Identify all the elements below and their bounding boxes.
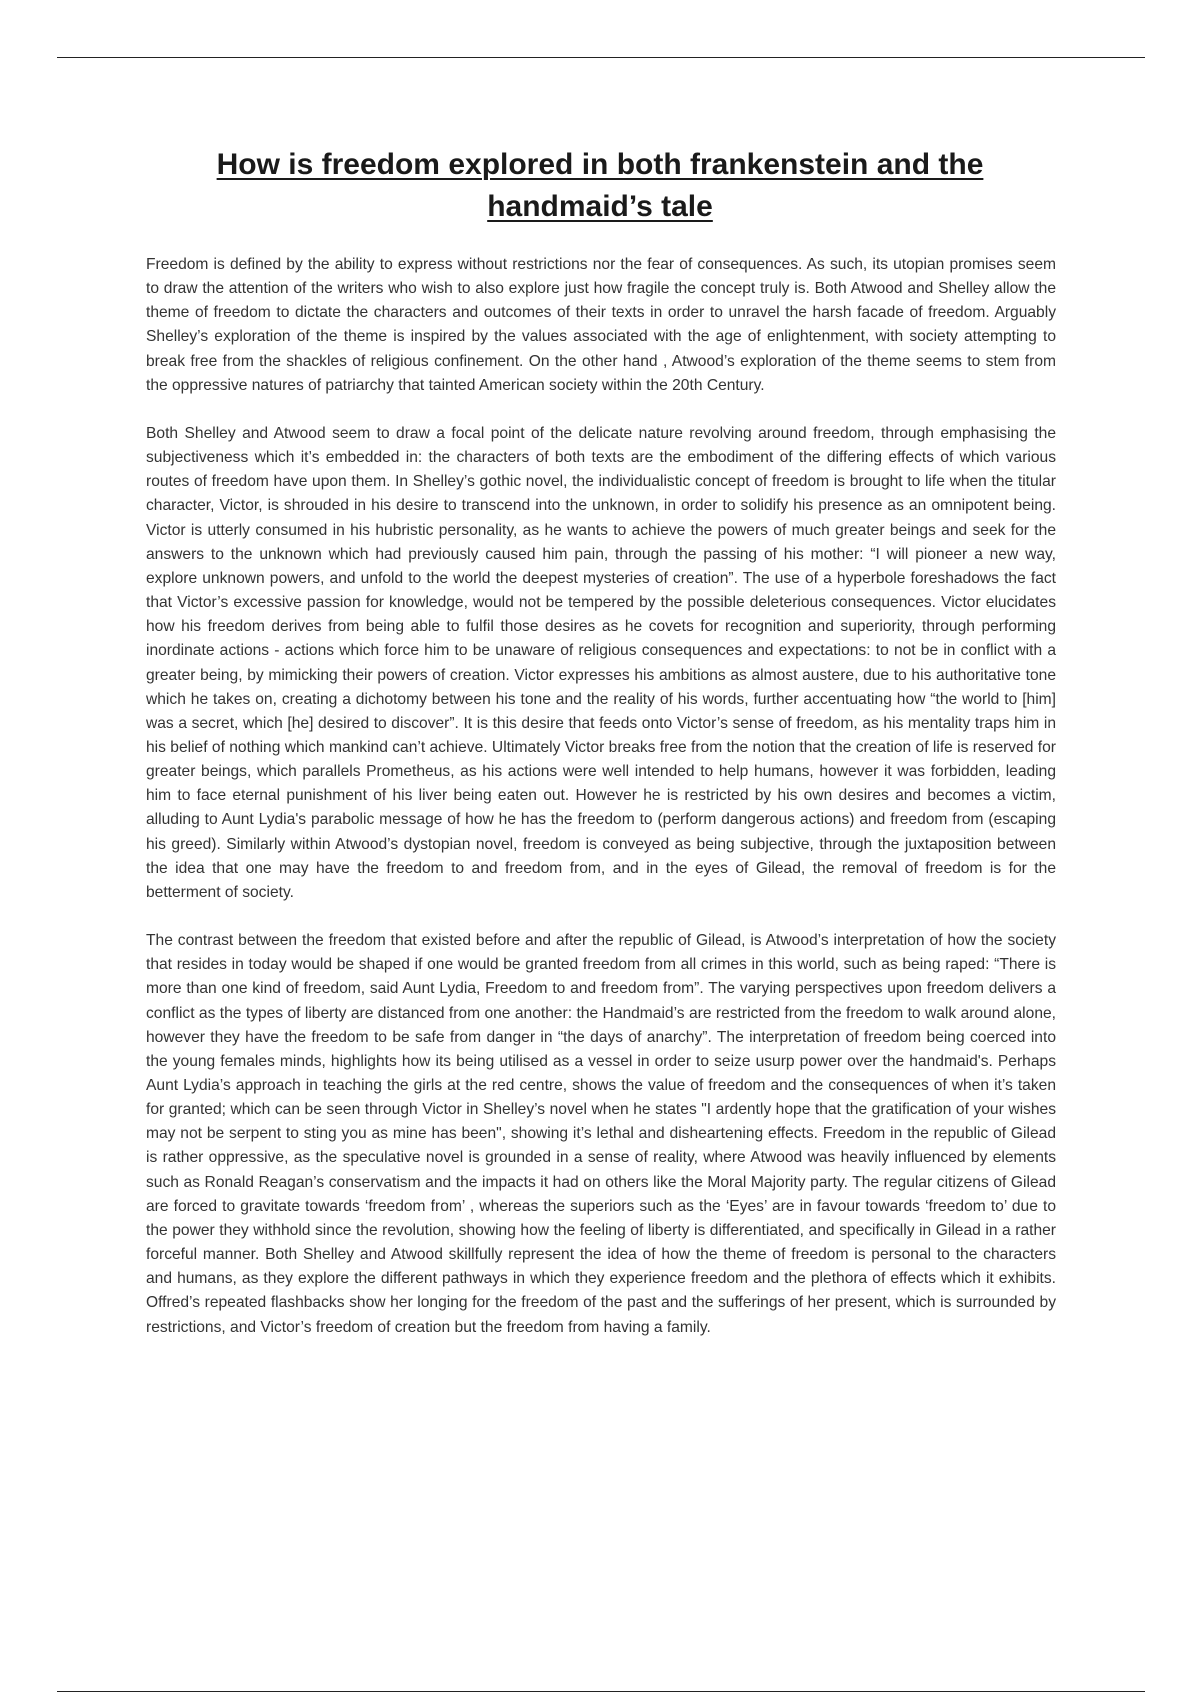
document-body <box>146 253 1056 1364</box>
bottom-rule <box>57 1691 1145 1692</box>
paragraph-introduction: Freedom is defined by the ability to express without restrictions nor the fear of consequences. As such, its utopian promises seem to draw the attention of the writers who wish to also explore just how fragile the concept truly is. Both Atwood and Shelley allow the theme of freedom to dictate the characters and outcomes of their texts in order to unravel the harsh facade of freedom. Arguably Shelley’s exploration of the theme is inspired by the values associated with the age of enlightenment, with society attempting to break free from the shackles of religious confinement. On the other hand , Atwood’s exploration of the theme seems to stem from the oppressive natures of patriarchy that tainted American society within the 20th Century. <box>146 256 1056 394</box>
document-title: How is freedom explored in both frankenstein and the handmaid’s tale <box>216 148 984 223</box>
paragraph-gilead-contrast: The contrast between the freedom that existed before and after the republic of Gilead, is Atwood’s interpretation of how the society that resides in today would be shaped if one would be granted freedom from all crimes in this world, such as being raped: “There is more than one kind of freedom, said Aunt Lydia, Freedom to and freedom from”. The varying perspectives upon freedom delivers a conflict as the types of liberty are distanced from one another: the Handmaid’s are restricted from the freedom to walk around alone, however they have the freedom to be safe from danger in “the days of anarchy”. The interpretation of freedom being coerced into the young females minds, highlights how its being utilised as a vessel in order to seize usurp power over the handmaid's. Perhaps Aunt Lydia’s approach in teaching the girls at the red centre, shows the value of freedom and the consequences of when it’s taken for granted; which can be seen through Victor in Shelley’s novel when he states "I ardently hope that the gratification of your wishes may not be serpent to sting you as mine has been", showing it’s lethal and disheartening effects. Freedom in the republic of Gilead is rather oppressive, as the speculative novel is grounded in a sense of reality, where Atwood was heavily influenced by elements such as Ronald Reagan’s conservatism and the impacts it had on others like the Moral Majority party. The regular citizens of Gilead are forced to gravitate towards ‘freedom from’ , whereas the superiors such as the ‘Eyes’ are in favour towards ‘freedom to’ due to the power they withhold since the revolution, showing how the feeling of liberty is differentiated, and specifically in Gilead in a rather forceful manner. Both Shelley and Atwood skillfully represent the idea of how the theme of freedom is personal to the characters and humans, as they explore the different pathways in which they experience freedom and the plethora of effects which it exhibits. Offred’s repeated flashbacks show her longing for the freedom of the past and the sufferings of her present, which is surrounded by restrictions, and Victor’s freedom of creation but the freedom from having a family. <box>146 932 1056 1336</box>
top-rule <box>57 57 1145 58</box>
paragraph-subjectiveness: Both Shelley and Atwood seem to draw a focal point of the delicate nature revolving around freedom, through emphasising the subjectiveness which it’s embedded in: the characters of both texts are the embodiment of the differing effects of which various routes of freedom have upon them. In Shelley’s gothic novel, the individualistic concept of freedom is brought to life when the titular character, Victor, is shrouded in his desire to transcend into the unknown, in order to solidify his presence as an omnipotent being. Victor is utterly consumed in his hubristic personality, as he wants to achieve the powers of much greater beings and seek for the answers to the unknown which had previously caused him pain, through the passing of his mother: “I will pioneer a new way, explore unknown powers, and unfold to the world the deepest mysteries of creation”. The use of a hyperbole foreshadows the fact that Victor’s excessive passion for knowledge, would not be tempered by the possible deleterious consequences. Victor elucidates how his freedom derives from being able to fulfil those desires as he covets for recognition and superiority, through performing inordinate actions - actions which force him to be unaware of religious consequences and expectations: to not be in conflict with a greater being, by mimicking their powers of creation. Victor expresses his ambitions as almost austere, due to his authoritative tone which he takes on, creating a dichotomy between his tone and the reality of his words, further accentuating how “the world to [him] was a secret, which [he] desired to discover”. It is this desire that feeds onto Victor’s sense of freedom, as his mentality traps him in his belief of nothing which mankind can’t achieve. Ultimately Victor breaks free from the notion that the creation of life is reserved for greater beings, which parallels Prometheus, as his actions were well intended to help humans, however it was forbidden, leading him to face eternal punishment of his liver being eaten out. However he is restricted by his own desires and becomes a victim, alluding to Aunt Lydia's parabolic message of how he has the freedom to (perform dangerous actions) and freedom from (escaping his greed). Similarly within Atwood’s dystopian novel, freedom is conveyed as being subjective, through the juxtaposition between the idea that one may have the freedom to and freedom from, and in the eyes of Gilead, the removal of freedom is for the betterment of society. <box>146 424 1056 901</box>
